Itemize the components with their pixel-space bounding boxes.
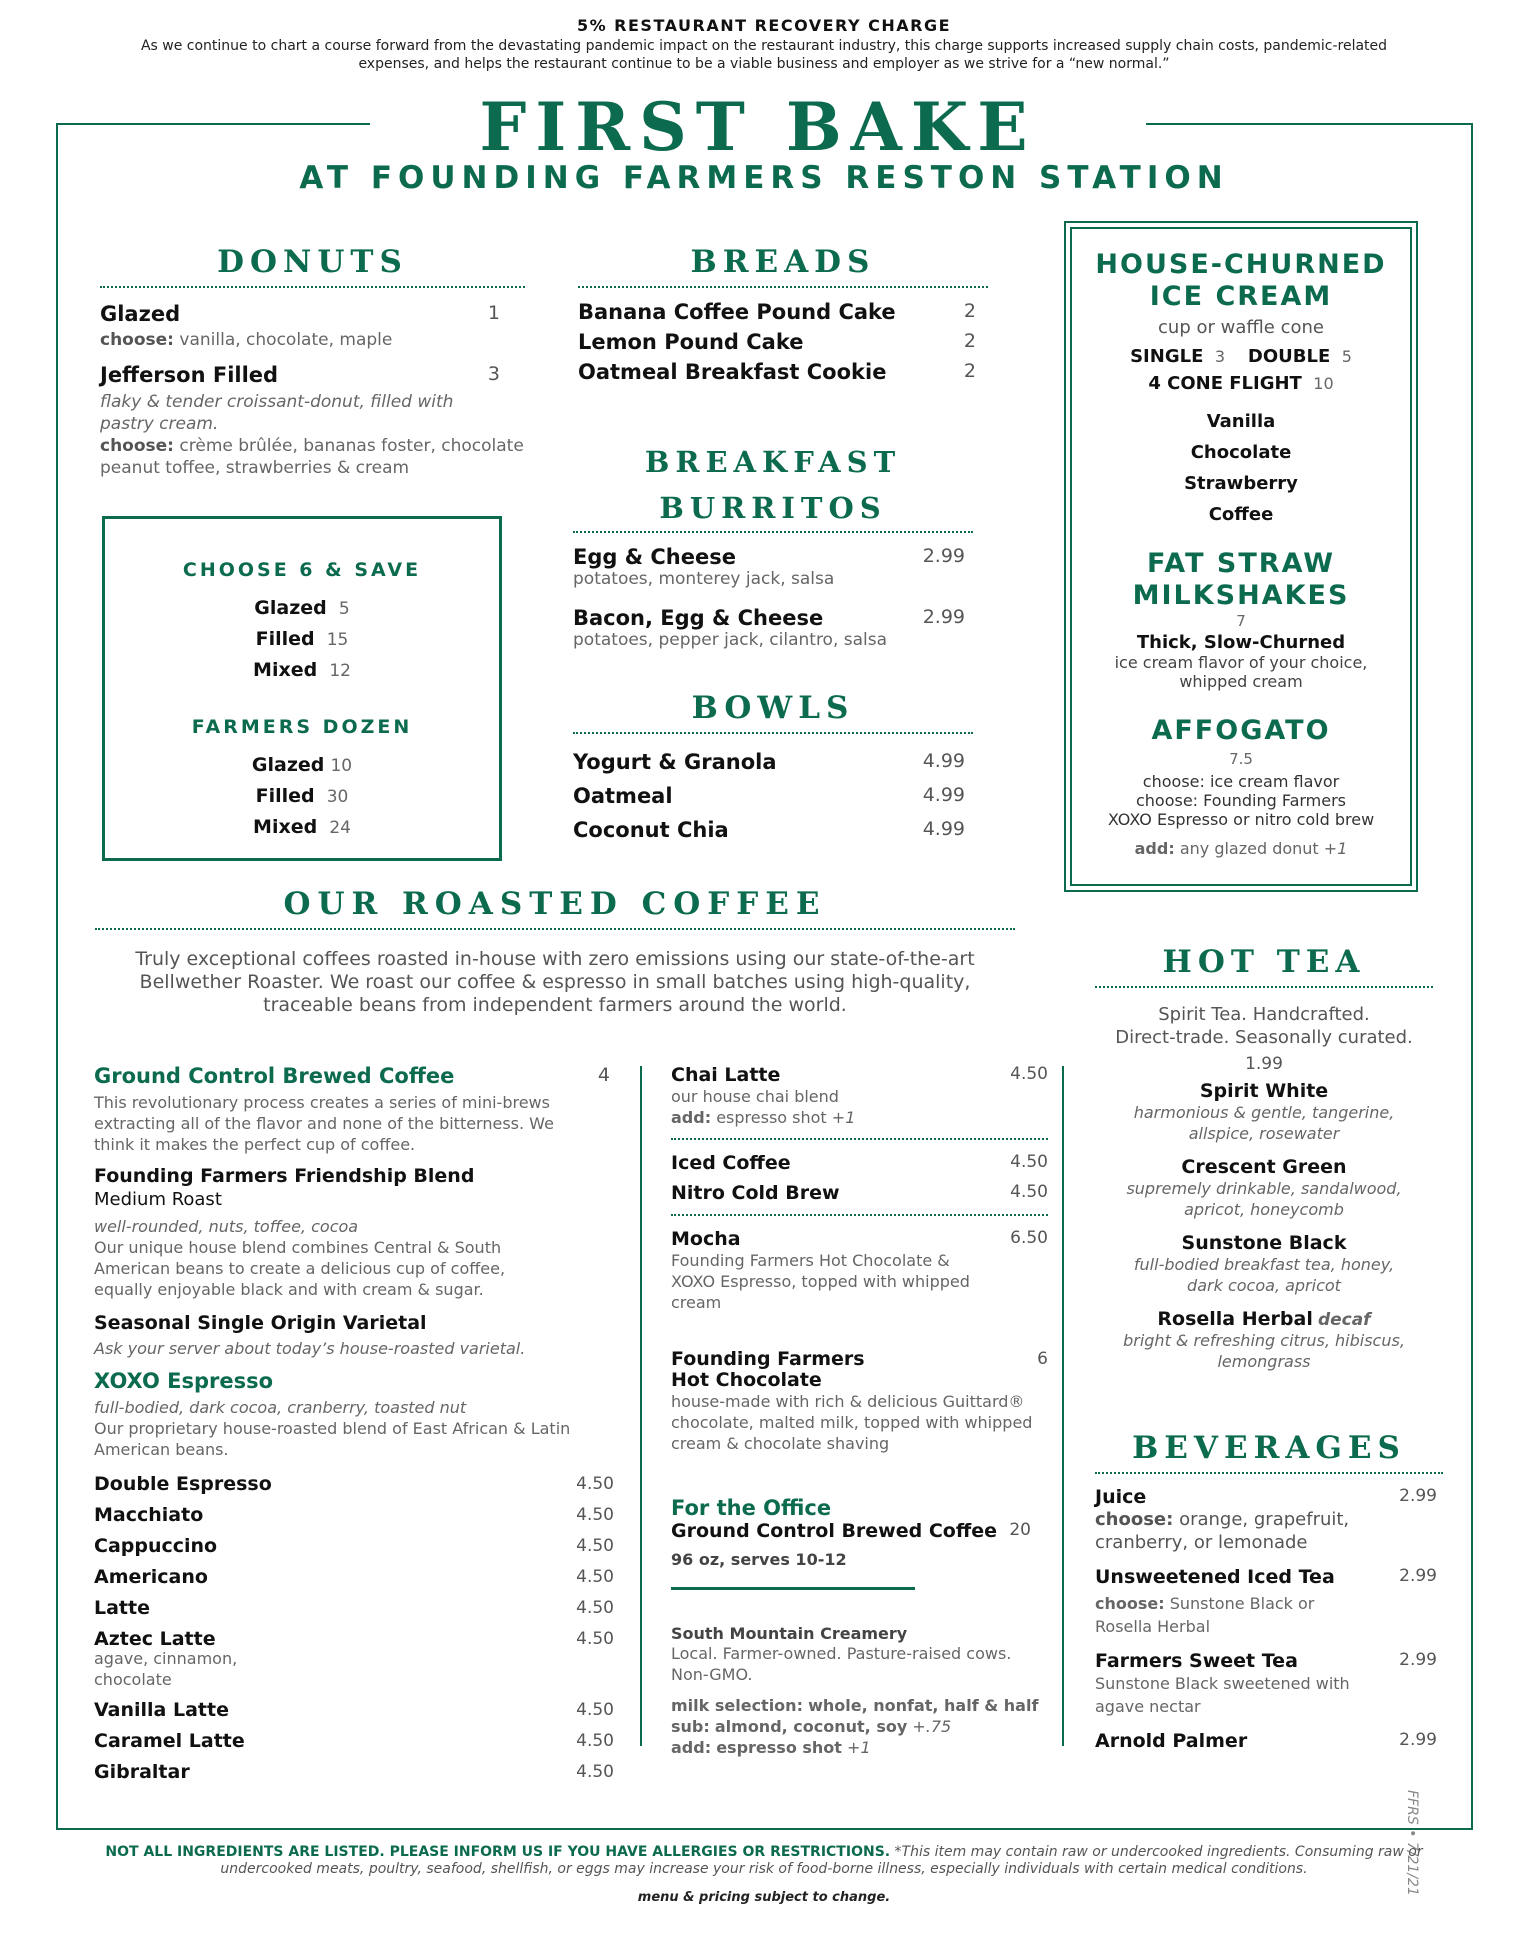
coffee-col-2 (671, 1064, 1048, 1758)
sub-options: almond, coconut, soy (714, 1717, 908, 1736)
item-price: 4.50 (576, 1761, 614, 1782)
icecream-heading-1: HOUSE-CHURNED (1095, 249, 1387, 280)
choose-label: choose: (1095, 1594, 1165, 1613)
item-price: 6.50 (1010, 1228, 1048, 1248)
sweet-tea-desc: Sunstone Black sweetened with agave nectar (1095, 1674, 1350, 1716)
item-price: 4.50 (576, 1699, 614, 1720)
tea-desc: full-bodied breakfast tea, honey, dark cocoa, apricot (1133, 1255, 1395, 1295)
dozen-item (105, 781, 499, 812)
recovery-text: As we continue to chart a course forward from the devastating pandemic impact on the restaurant industry, this charge supports increased supply chain costs, pandemic-related expenses, and helps the restaurant continue to be a viable business and employer as we strive for a “new normal.” (140, 38, 1388, 72)
tea-divider (1095, 986, 1433, 988)
flavor-item: Chocolate (1190, 442, 1292, 463)
espresso-item (94, 1725, 614, 1756)
item-name: Oatmeal Breakfast Cookie (578, 360, 887, 384)
item-price: 20 (1009, 1520, 1031, 1540)
hot-chocolate-name (671, 1349, 865, 1391)
item-name: Mixed (253, 816, 318, 838)
donut-filled (100, 363, 525, 387)
single-origin-desc: Ask your server about today’s house-roasted varietal. (94, 1339, 526, 1358)
pricing-notice: menu & pricing subject to change. (637, 1890, 891, 1905)
item-name: Aztec Latte (94, 1627, 216, 1650)
item-name: Unsweetened Iced Tea (1095, 1566, 1335, 1588)
tea-name-rosella (1095, 1308, 1433, 1330)
choose6-item (105, 655, 499, 686)
burritos-divider (573, 531, 973, 533)
tea-column-divider (1062, 1066, 1064, 1746)
burritos-section (573, 445, 973, 651)
item-name: Ground Control Brewed Coffee (671, 1520, 997, 1542)
espresso-item (94, 1592, 614, 1623)
item-name: Gibraltar (94, 1760, 190, 1783)
choose-options: orange, grapefruit, cranberry, or lemonade (1095, 1509, 1350, 1553)
item-price: 4.50 (1010, 1064, 1048, 1084)
tea-name: Spirit White (1199, 1080, 1329, 1102)
item-name: Filled (255, 785, 315, 807)
recovery-title: 5% RESTAURANT RECOVERY CHARGE (576, 16, 952, 35)
chai-latte-item (671, 1064, 1048, 1086)
juice-desc (1095, 1508, 1365, 1554)
tea-intro-2: Direct-trade. Seasonally curated. (1115, 1027, 1413, 1048)
item-price: 4.99 (922, 818, 965, 840)
tea-name: Crescent Green (1181, 1156, 1347, 1178)
coffee-heading-block (95, 886, 1015, 1017)
dozen-item (105, 750, 499, 781)
bread-item (578, 360, 988, 384)
hot-chocolate-desc: house-made with rich & delicious Guittard® chocolate, malted milk, topped with whipped cream & chocolate shaving (671, 1392, 1033, 1453)
donut-filled-price: 3 (487, 363, 500, 385)
item-price: 24 (329, 818, 351, 838)
item-price: 2 (963, 330, 976, 352)
bowls-heading: BOWLS (691, 690, 855, 726)
milk-add (671, 1737, 1048, 1758)
dozen-heading: FARMERS DOZEN (191, 716, 413, 738)
single-origin-name: Seasonal Single Origin Varietal (94, 1312, 427, 1334)
coffee2-divider-1 (671, 1138, 1048, 1140)
choose-options: vanilla, chocolate, maple (179, 330, 393, 350)
coffee-column-divider (640, 1066, 642, 1746)
choose6-list (105, 593, 499, 686)
burrito-item (573, 545, 973, 569)
item-price: 6 (1037, 1349, 1048, 1369)
choose6-item (105, 593, 499, 624)
choose-label: choose: (100, 330, 174, 350)
item-name: Juice (1095, 1486, 1147, 1508)
choose6-heading: CHOOSE 6 & SAVE (182, 559, 422, 581)
add-item: espresso shot (716, 1108, 827, 1127)
tea-heading: HOT TEA (1162, 944, 1366, 980)
burritos-heading-2: BURRITOS (659, 491, 887, 525)
donut-glazed-price: 1 (487, 302, 500, 324)
mocha-item (671, 1228, 1048, 1250)
office-divider (671, 1587, 915, 1590)
milk-sub (671, 1716, 1048, 1737)
item-name: Double Espresso (94, 1472, 272, 1495)
item-name: Farmers Sweet Tea (1095, 1650, 1298, 1672)
menu-code: FFRS • 7/21/21 (1404, 1790, 1420, 1896)
dozen-list (105, 750, 499, 843)
sub-label: sub: (671, 1717, 710, 1736)
add-item: espresso shot (716, 1738, 842, 1757)
affogato-line-2: choose: Founding Farmers (1135, 791, 1347, 810)
milkshake-price: 7 (1236, 612, 1246, 630)
donut-glazed (100, 302, 525, 326)
breads-divider (578, 286, 988, 288)
donut-filled-name: Jefferson Filled (100, 363, 279, 387)
item-name: Mocha (671, 1228, 741, 1250)
item-name: Egg & Cheese (573, 545, 736, 569)
item-name: Cappuccino (94, 1534, 218, 1557)
bread-item (578, 330, 988, 354)
item-price: 4.99 (922, 750, 965, 772)
sweet-tea-item (1095, 1650, 1437, 1672)
item-name: Iced Coffee (671, 1152, 791, 1174)
milk-options: whole, nonfat, half & half (808, 1696, 1039, 1715)
juice-item (1095, 1486, 1437, 1508)
milkshakes-heading-1: FAT STRAW (1146, 548, 1336, 579)
item-name: Hot Chocolate (671, 1369, 822, 1391)
affogato-heading: AFFOGATO (1151, 715, 1331, 746)
iced-coffee-item (671, 1152, 1048, 1174)
unsweet-tea-item (1095, 1566, 1437, 1588)
flavor-item: Vanilla (1206, 411, 1276, 432)
flight-price: 10 (1313, 374, 1334, 393)
milk-selection (671, 1695, 1048, 1716)
flavor-item: Strawberry (1184, 473, 1298, 494)
item-name: Americano (94, 1565, 208, 1588)
item-price: 2.99 (922, 545, 965, 567)
frame-top-right (1146, 123, 1471, 125)
friendship-blend-name: Founding Farmers Friendship Blend (94, 1165, 475, 1187)
bowl-item (573, 818, 973, 842)
donut-filled-choose (100, 435, 525, 479)
flight-label: 4 CONE FLIGHT (1148, 373, 1302, 394)
donut-glazed-name: Glazed (100, 302, 181, 326)
item-name: Macchiato (94, 1503, 204, 1526)
bread-item (578, 300, 988, 324)
espresso-list (94, 1468, 614, 1787)
footer (70, 1844, 1458, 1905)
item-price: 4.50 (1010, 1152, 1048, 1172)
coffee2-divider-2 (671, 1214, 1048, 1216)
choose6-box (102, 516, 502, 861)
coffee-intro: Truly exceptional coffees roasted in-house with zero emissions using our state-of-the-art Bellwether Roaster. We roast our coffee & espresso in small batches using high-quality, traceable beans from independent farmers around the world. (135, 948, 975, 1016)
item-price: 4.50 (576, 1473, 614, 1494)
add-price: +1 (831, 1108, 856, 1127)
donuts-heading: DONUTS (217, 244, 408, 280)
office-desc: 96 oz, serves 10-12 (671, 1550, 847, 1569)
affogato-line-3: XOXO Espresso or nitro cold brew (1107, 810, 1375, 829)
burritos-heading-1: BREAKFAST (644, 445, 902, 479)
xoxo-notes: full-bodied, dark cocoa, cranberry, toasted nut (94, 1398, 467, 1417)
item-name: Founding Farmers (671, 1348, 865, 1370)
beverages-section (1095, 1430, 1443, 1752)
item-name: Yogurt & Granola (573, 750, 777, 774)
item-price: 4.50 (576, 1597, 614, 1618)
espresso-item (94, 1756, 614, 1787)
donuts-section (100, 244, 525, 479)
item-name: Mixed (253, 659, 318, 681)
item-name: Chai Latte (671, 1064, 781, 1086)
item-price: 4.50 (576, 1535, 614, 1556)
frame-top-left (56, 123, 370, 125)
creamery-name: South Mountain Creamery (671, 1624, 908, 1643)
ground-control-item (94, 1064, 614, 1088)
arnold-palmer-item (1095, 1730, 1437, 1752)
xoxo-name: XOXO Espresso (94, 1369, 274, 1393)
double-label: DOUBLE (1247, 346, 1331, 367)
tea-name: Rosella Herbal (1157, 1308, 1313, 1330)
milkshake-desc: ice cream flavor of your choice, whipped cream (1114, 653, 1368, 691)
raw-food-disclaimer: *This item may contain raw or undercooked ingredients. Consuming raw or undercooked meats, poultry, seafood, shellfish, or eggs may increase your risk of food-borne illness, especially individuals with certain medical conditions. (220, 1844, 1423, 1877)
item-name: Vanilla Latte (94, 1698, 229, 1721)
decaf-tag: decaf (1317, 1310, 1371, 1330)
add-item: any glazed donut (1179, 839, 1319, 858)
milkshake-name: Thick, Slow-Churned (1136, 632, 1346, 653)
mocha-desc: Founding Farmers Hot Chocolate & XOXO Espresso, topped with whipped cream (671, 1251, 970, 1312)
beverages-divider (1095, 1472, 1443, 1474)
affogato-line-1: choose: ice cream flavor (1142, 772, 1340, 791)
item-name: Oatmeal (573, 784, 673, 808)
office-item (671, 1520, 1031, 1542)
sub-price: +.75 (912, 1717, 952, 1736)
item-price: 2.99 (1399, 1566, 1437, 1586)
item-price: 2.99 (1399, 1650, 1437, 1670)
add-label: add: (1134, 839, 1175, 858)
menu-subtitle: AT FOUNDING FARMERS RESTON STATION (299, 160, 1229, 196)
add-label: add: (671, 1108, 712, 1127)
espresso-item (94, 1561, 614, 1592)
milkshakes-heading-2: MILKSHAKES (1132, 580, 1350, 611)
xoxo-desc: Our proprietary house-roasted blend of East African & Latin American beans. (94, 1419, 571, 1459)
bowl-item (573, 750, 973, 774)
milk-label: milk selection: (671, 1696, 803, 1715)
breads-heading: BREADS (690, 244, 876, 280)
item-price: 4.99 (922, 784, 965, 806)
choose-label: choose: (1095, 1509, 1174, 1530)
item-price: 10 (330, 756, 353, 776)
item-name: Caramel Latte (94, 1729, 245, 1752)
flavor-list (1072, 406, 1410, 530)
item-name: Glazed (251, 754, 325, 776)
tea-desc: supremely drinkable, sandalwood, apricot, honeycomb (1126, 1179, 1402, 1219)
item-name: Lemon Pound Cake (578, 330, 804, 354)
friendship-blend-notes: well-rounded, nuts, toffee, cocoa (94, 1217, 359, 1236)
office-heading: For the Office (671, 1496, 832, 1520)
item-name: Bacon, Egg & Cheese (573, 606, 824, 630)
affogato-price: 7.5 (1229, 750, 1253, 768)
item-price: 5 (338, 599, 350, 619)
choose6-item (105, 624, 499, 655)
allergy-warning: NOT ALL INGREDIENTS ARE LISTED. PLEASE INFORM US IF YOU HAVE ALLERGIES OR RESTRICTIONS. (105, 1844, 891, 1860)
item-price: 4.50 (576, 1730, 614, 1751)
choose-options: crème brûlée, bananas foster, chocolate peanut toffee, strawberries & cream (100, 436, 524, 478)
flavor-item: Coffee (1208, 504, 1274, 525)
coffee-col-1 (94, 1064, 614, 1787)
espresso-item (94, 1694, 614, 1725)
icecream-box (1064, 221, 1418, 892)
item-price: 30 (326, 787, 349, 807)
recovery-notice (140, 16, 1388, 73)
creamery-desc: Local. Farmer-owned. Pasture-raised cows. Non-GMO. (671, 1644, 1012, 1684)
ground-control-price: 4 (597, 1064, 610, 1086)
icecream-sizes (1072, 346, 1410, 367)
dozen-item (105, 812, 499, 843)
item-price: 2.99 (1399, 1486, 1437, 1506)
item-price: 2 (963, 360, 976, 382)
item-name: Filled (255, 628, 315, 650)
burrito-desc: potatoes, pepper jack, cilantro, salsa (573, 630, 888, 650)
friendship-blend-desc: Our unique house blend combines Central & South American beans to create a delicious cup of coffee, equally enjoyable black and with cream & sugar. (94, 1238, 506, 1299)
item-name: Coconut Chia (573, 818, 729, 842)
item-price: 4.50 (576, 1504, 614, 1525)
tea-section (1095, 944, 1433, 1372)
espresso-item (94, 1499, 614, 1530)
choose-options: Sunstone Black or Rosella Herbal (1095, 1594, 1315, 1636)
item-name: Banana Coffee Pound Cake (578, 300, 896, 324)
item-price: 4.50 (576, 1566, 614, 1587)
coffee-divider (95, 928, 1015, 930)
tea-price: 1.99 (1245, 1054, 1283, 1074)
burrito-item (573, 606, 973, 630)
single-label: SINGLE (1130, 346, 1204, 367)
donut-glazed-choose (100, 330, 525, 351)
double-price: 5 (1341, 347, 1352, 366)
bowl-item (573, 784, 973, 808)
choose-label: choose: (100, 436, 174, 456)
icecream-sub: cup or waffle cone (1158, 317, 1324, 338)
add-price: +1 (1323, 839, 1348, 858)
espresso-item (94, 1530, 614, 1561)
unsweet-tea-desc (1095, 1592, 1345, 1638)
item-price: 2.99 (922, 606, 965, 628)
footer-notice (70, 1844, 1458, 1878)
ground-control-name: Ground Control Brewed Coffee (94, 1064, 455, 1088)
item-name: Arnold Palmer (1095, 1730, 1248, 1752)
item-price: 2.99 (1399, 1730, 1437, 1750)
aztec-latte-desc: agave, cinnamon, chocolate (94, 1649, 238, 1689)
tea-name: Sunstone Black (1181, 1232, 1347, 1254)
add-price: +1 (847, 1738, 871, 1757)
icecream-inner (1070, 227, 1412, 886)
icecream-heading-2: ICE CREAM (1149, 281, 1333, 312)
item-price: 4.50 (1010, 1182, 1048, 1202)
chai-latte-add (671, 1107, 1048, 1128)
menu-title: FIRST BAKE (479, 88, 1037, 166)
add-label: add: (671, 1738, 712, 1757)
item-price: 2 (963, 300, 976, 322)
item-price: 12 (329, 661, 351, 681)
friendship-blend-roast: Medium Roast (94, 1189, 222, 1210)
tea-intro-1: Spirit Tea. Handcrafted. (1158, 1004, 1370, 1025)
donuts-divider (100, 286, 525, 288)
ground-control-desc: This revolutionary process creates a series of mini-brews extracting all of the flavor and none of the bitterness. We think it makes the perfect cup of coffee. (94, 1093, 554, 1154)
nitro-item (671, 1182, 1048, 1204)
icecream-flight (1072, 373, 1410, 394)
bowls-divider (573, 732, 973, 734)
hot-chocolate-item (671, 1349, 1048, 1391)
tea-desc: harmonious & gentle, tangerine, allspice, rosewater (1133, 1103, 1395, 1143)
beverages-heading: BEVERAGES (1132, 1430, 1406, 1466)
donut-filled-desc: flaky & tender croissant-donut, filled with pastry cream. (100, 392, 454, 434)
item-name: Nitro Cold Brew (671, 1182, 840, 1204)
affogato-add (1072, 839, 1410, 858)
item-price: 15 (326, 630, 349, 650)
item-name: Latte (94, 1596, 150, 1619)
burrito-desc: potatoes, monterey jack, salsa (573, 569, 835, 589)
espresso-item (94, 1468, 614, 1499)
item-name: Glazed (254, 597, 327, 619)
coffee-heading: OUR ROASTED COFFEE (283, 886, 827, 922)
single-price: 3 (1214, 347, 1225, 366)
tea-desc: bright & refreshing citrus, hibiscus, lemongrass (1123, 1331, 1405, 1371)
item-price: 4.50 (576, 1628, 614, 1649)
bowls-section (573, 690, 973, 842)
breads-section (578, 244, 988, 384)
chai-latte-desc: our house chai blend (671, 1087, 839, 1106)
